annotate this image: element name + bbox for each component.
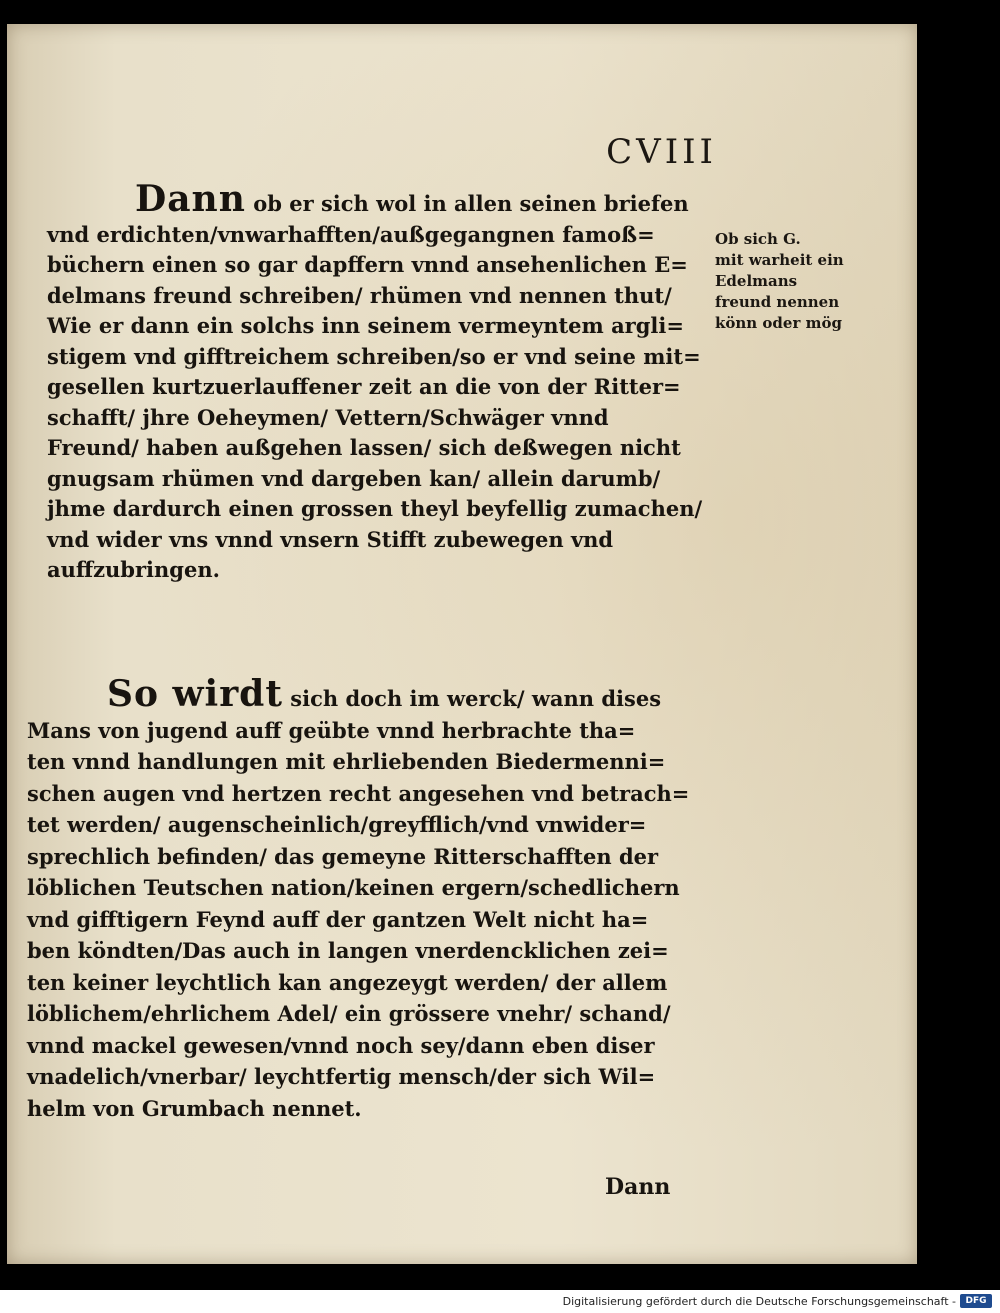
text-line-content: ob er sich wol in allen seinen briefen <box>245 191 689 216</box>
margin-note-line: freund nennen <box>715 293 840 311</box>
text-line <box>27 673 697 715</box>
text-line: schen augen vnd hertzen recht angesehen vnd betrach= <box>27 780 690 806</box>
text-line: vnd erdichten/vnwarhafften/außgegangnen famoß= <box>47 221 655 247</box>
text-line: gesellen kurtzuerlauffener zeit an die von der Ritter= <box>47 374 681 399</box>
paragraph-1 <box>47 178 717 586</box>
text-line: vnnd mackel gewesen/vnnd noch sey/dann eben diser <box>27 1032 655 1058</box>
text-line: sprechlich befinden/ das gemeyne Ritterschafften der <box>27 843 659 869</box>
margin-note-line: Ob sich G. <box>715 230 801 248</box>
text-line: büchern einen so gar dapffern vnnd ansehenlichen E= <box>47 252 688 277</box>
text-line: Mans von jugend auff geübte vnnd herbrachte tha= <box>27 717 636 743</box>
text-line: Freund/ haben außgehen lassen/ sich deßwegen nicht <box>47 435 681 460</box>
text-line: stigem vnd gifftreichem schreiben/so er vnd seine mit= <box>47 343 701 369</box>
text-line-content: sich doch im werck/ wann dises <box>282 686 662 711</box>
margin-note-line: mit warheit ein <box>715 251 844 269</box>
catchword: Dann <box>605 1174 671 1200</box>
text-line: vnadelich/vnerbar/ leychtfertig mensch/der sich Wil= <box>27 1064 656 1089</box>
text-line: vnd gifftigern Feynd auff der gantzen Welt nicht ha= <box>27 906 649 932</box>
text-line: helm von Grumbach nennet. <box>27 1095 362 1121</box>
margin-note-line: könn oder mög <box>715 314 842 332</box>
margin-note-line: Edelmans <box>715 272 798 290</box>
initial-word: So wirdt <box>107 673 283 715</box>
text-line: löblichem/ehrlichem Adel/ ein grössere vnehr/ schand/ <box>27 1001 671 1026</box>
dfg-logo-icon: DFG <box>960 1294 992 1308</box>
margin-note <box>715 229 865 334</box>
text-line: ten keiner leychtlich kan angezeygt werden/ der allem <box>27 969 668 995</box>
footer-bar <box>0 1290 1000 1313</box>
text-line: jhme dardurch einen grossen theyl beyfellig zumachen/ <box>47 496 703 521</box>
text-line: auffzubringen. <box>47 557 220 582</box>
paragraph-2 <box>27 673 697 1124</box>
text-line: tet werden/ augenscheinlich/greyfflich/vnd vnwider= <box>27 812 647 837</box>
footer-credit-text: Digitalisierung gefördert durch die Deutsche Forschungsgemeinschaft - <box>562 1295 956 1308</box>
text-line: ben köndten/Das auch in langen vnerdencklichen zei= <box>27 938 669 963</box>
text-line: löblichen Teutschen nation/keinen ergern/schedlichern <box>27 875 680 900</box>
text-line: delmans freund schreiben/ rhümen vnd nennen thut/ <box>47 282 672 308</box>
folio-number: CVIII <box>606 132 717 172</box>
text-line: vnd wider vns vnnd vnsern Stifft zubewegen vnd <box>47 526 614 552</box>
initial-word: Dann <box>135 178 246 220</box>
text-line: ten vnnd handlungen mit ehrliebenden Biedermenni= <box>27 749 666 774</box>
text-line: Wie er dann ein solchs inn seinem vermeyntem argli= <box>47 313 684 338</box>
text-line <box>47 178 717 220</box>
text-line: schafft/ jhre Oeheymen/ Vettern/Schwäger vnnd <box>47 404 609 430</box>
book-page <box>7 24 917 1264</box>
text-line: gnugsam rhümen vnd dargeben kan/ allein darumb/ <box>47 465 661 491</box>
